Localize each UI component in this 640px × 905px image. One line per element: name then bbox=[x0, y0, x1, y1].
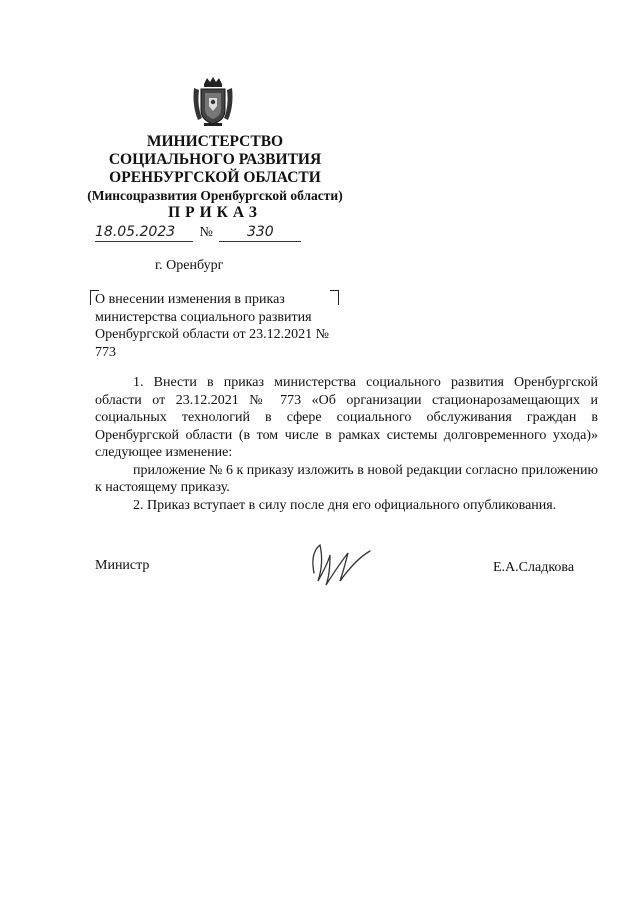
document-title: ПРИКАЗ bbox=[168, 204, 262, 221]
date-number-line bbox=[95, 224, 315, 244]
number-sign: № bbox=[199, 225, 213, 240]
signatory-position: Министр bbox=[95, 558, 150, 573]
order-number: 330 bbox=[246, 224, 274, 240]
order-date: 18.05.2023 bbox=[95, 224, 176, 240]
ministry-name-line2: СОЦИАЛЬНОГО РАЗВИТИЯ bbox=[108, 151, 322, 168]
coat-of-arms-icon bbox=[190, 76, 236, 128]
paragraph-1: 1. Внести в приказ министерства социального развития Оренбургской области от 23.12.2021 № 773 «Об организации стационарозамещающих и социальных технологий в сфере социального обслуживания граждан в Оренбургской области (в том числе в рамках системы долговременного ухода)» следующее изменение: bbox=[95, 375, 598, 460]
order-subject: О внесении изменения в приказ министерства социального развития Оренбургской области от 23.12.2021 № 773 bbox=[95, 292, 330, 360]
signatory-name: Е.А.Сладкова bbox=[493, 560, 575, 575]
ministry-name-line3: ОРЕНБУРГСКОЙ ОБЛАСТИ bbox=[109, 169, 321, 186]
paragraph-3: 2. Приказ вступает в силу после дня его официального опубликования. bbox=[133, 497, 557, 513]
order-body bbox=[95, 374, 598, 514]
ministry-short-name: (Минсоцразвития Оренбургской области) bbox=[87, 188, 343, 203]
paragraph-2: приложение № 6 к приказу изложить в новой редакции согласно приложению к настоящему приказу. bbox=[95, 462, 598, 495]
city-name: г. Оренбург bbox=[155, 258, 224, 273]
handwritten-signature-icon bbox=[300, 533, 380, 593]
ministry-name-line1: МИНИСТЕРСТВО bbox=[146, 133, 284, 150]
